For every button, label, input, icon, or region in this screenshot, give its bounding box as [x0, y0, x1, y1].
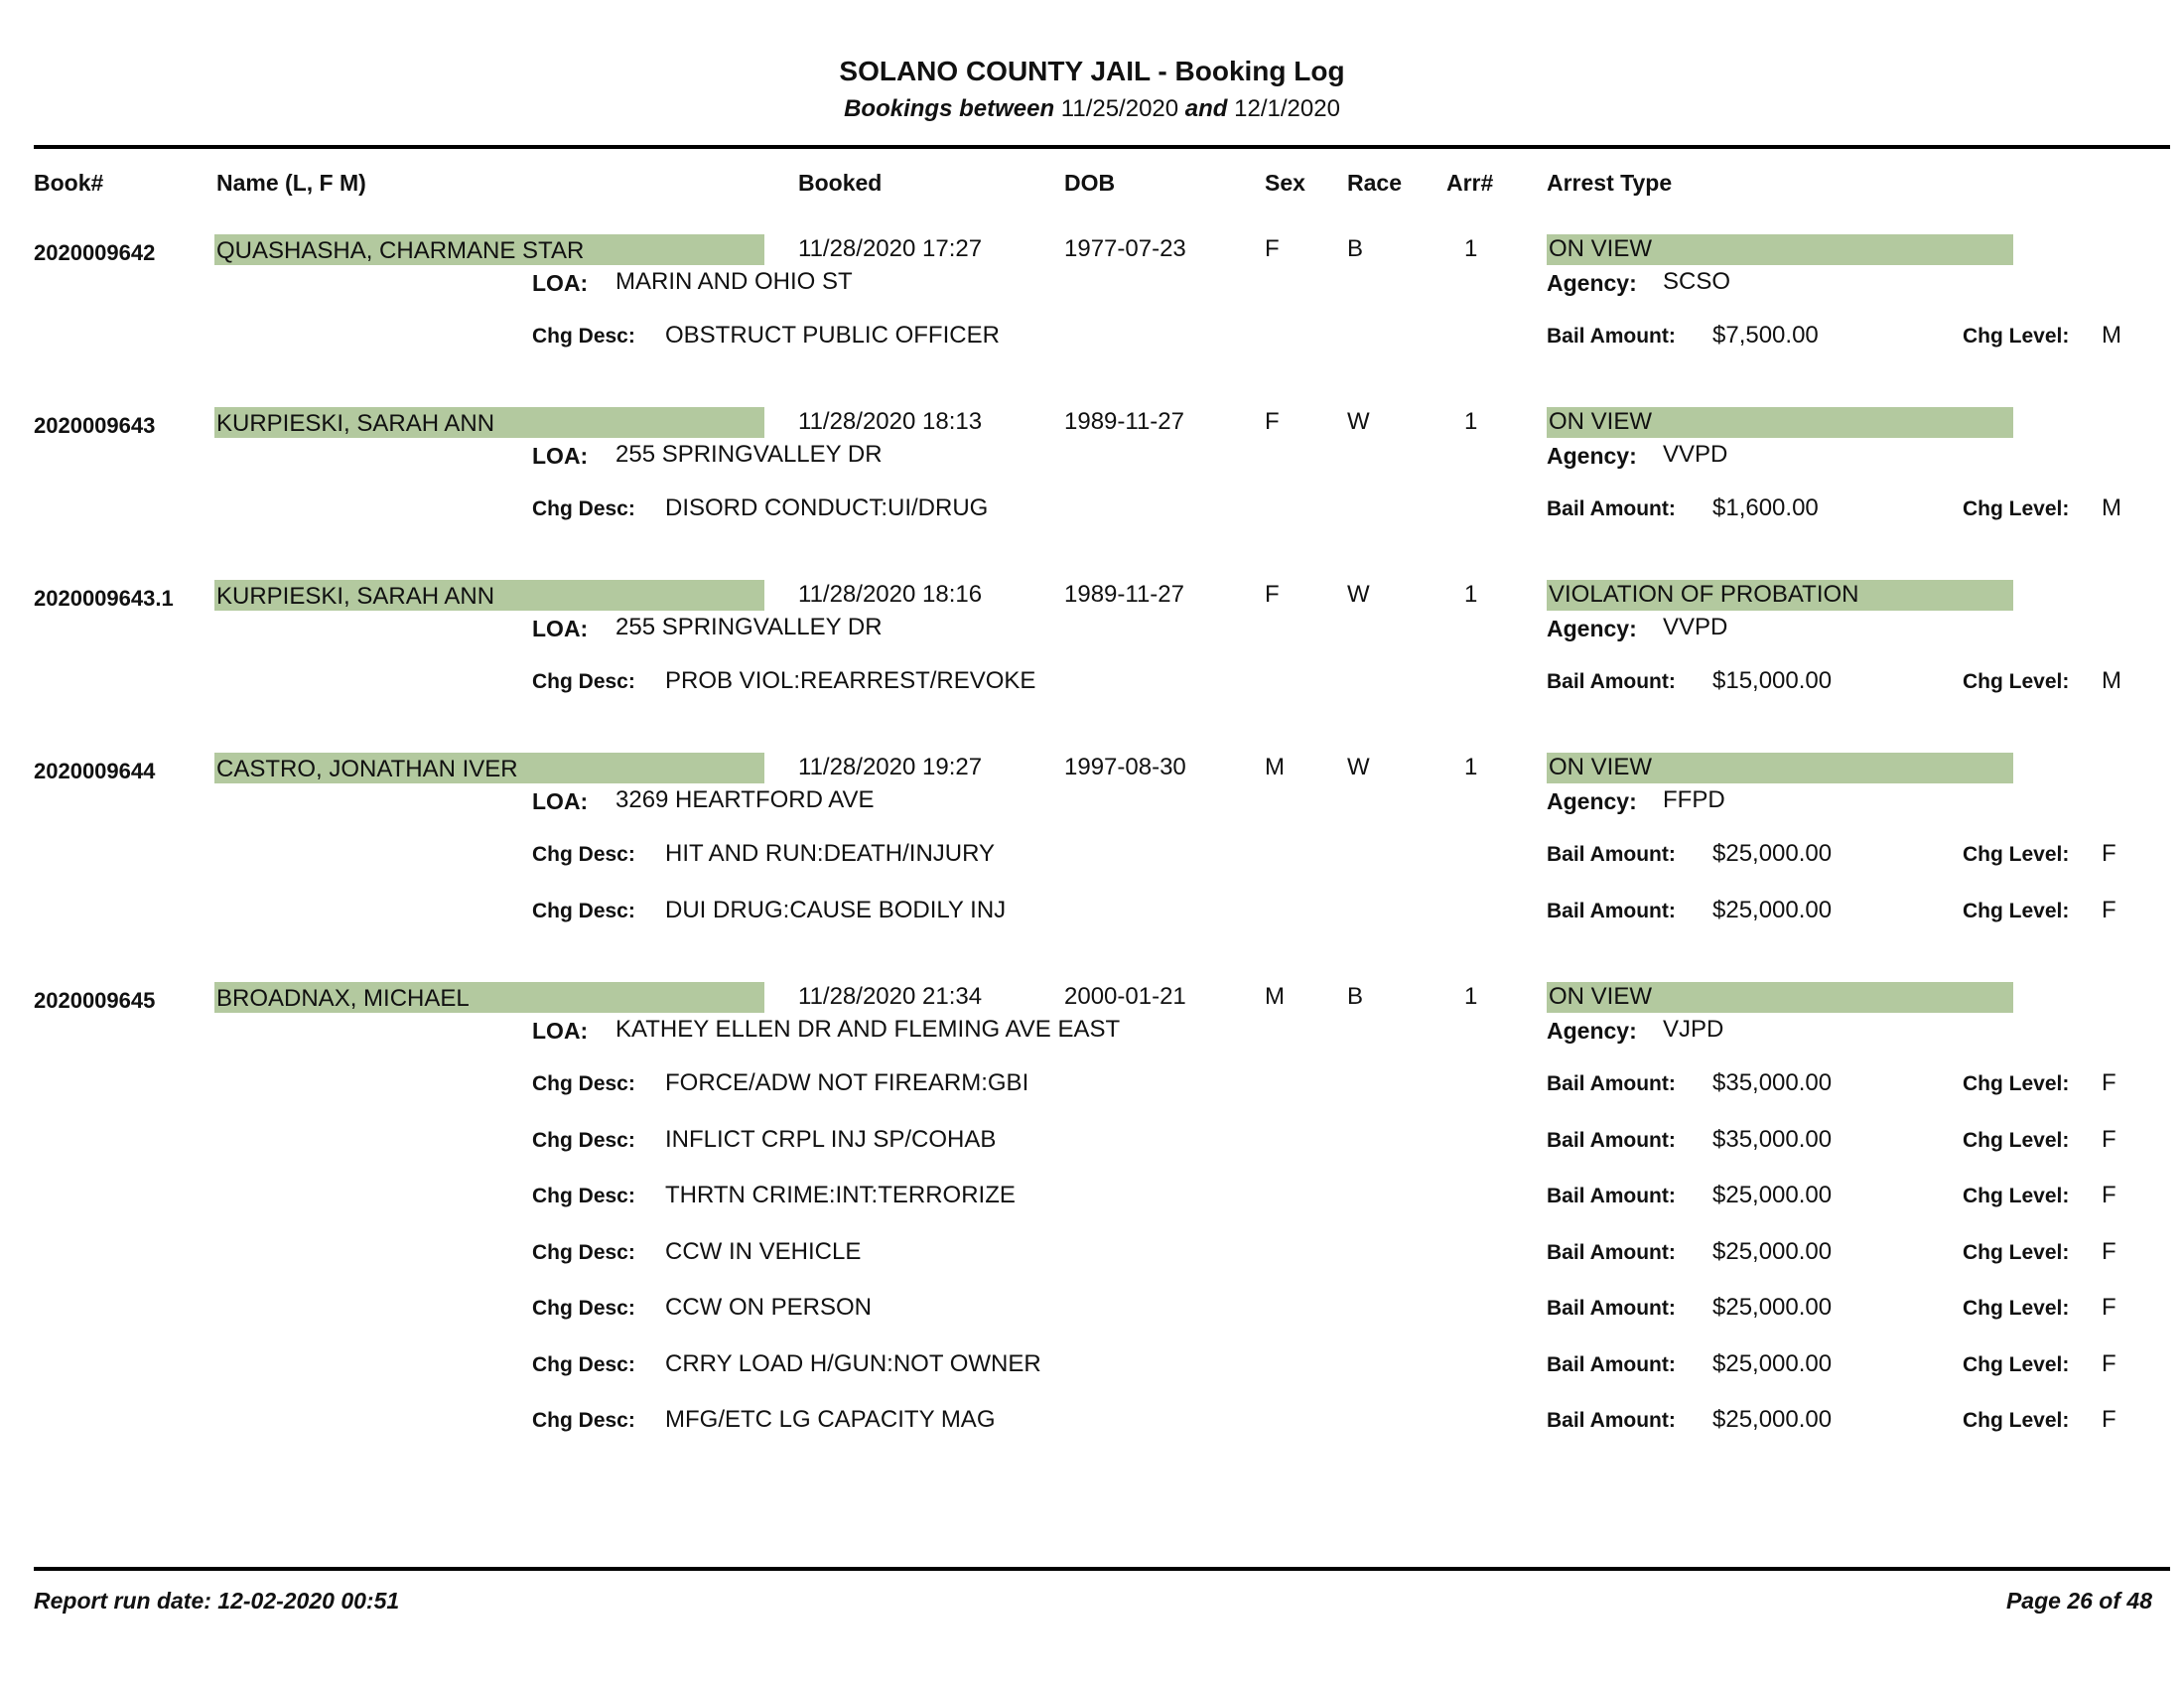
- arrest-type: ON VIEW: [1549, 408, 1653, 435]
- arrest-number: 1: [1464, 581, 1478, 608]
- chg-desc-label: Chg Desc:: [532, 1185, 635, 1207]
- report-subtitle: [0, 95, 2184, 123]
- agency-label: Agency:: [1547, 616, 1637, 641]
- col-header-sex: Sex: [1265, 170, 1305, 196]
- bail-amount-label: Bail Amount:: [1547, 670, 1676, 693]
- chg-desc-label: Chg Desc:: [532, 899, 635, 922]
- dob: 1989-11-27: [1064, 408, 1184, 435]
- bail-amount-value: $35,000.00: [1712, 1125, 1833, 1153]
- chg-level-label: Chg Level:: [1963, 497, 2070, 520]
- sex: F: [1265, 235, 1280, 262]
- book-number: 2020009643: [34, 413, 156, 438]
- bail-amount-value: $25,000.00: [1712, 1182, 1833, 1208]
- chg-desc-label: Chg Desc:: [532, 497, 635, 520]
- bail-amount-label: Bail Amount:: [1547, 1240, 1676, 1264]
- arrest-type: ON VIEW: [1549, 754, 1653, 780]
- dob: 2000-01-21: [1064, 983, 1186, 1010]
- col-header-booked: Booked: [798, 170, 883, 196]
- chg-desc-label: Chg Desc:: [532, 1128, 635, 1152]
- dob: 1989-11-27: [1064, 581, 1184, 608]
- booked-datetime: 11/28/2020 18:13: [798, 408, 983, 435]
- loa-value: KATHEY ELLEN DR AND FLEMING AVE EAST: [615, 1016, 1121, 1043]
- arrest-type: VIOLATION OF PROBATION: [1549, 581, 1859, 608]
- bail-amount-value: $25,000.00: [1712, 1294, 1833, 1321]
- agency-label: Agency:: [1547, 443, 1637, 469]
- chg-desc-label: Chg Desc:: [532, 325, 635, 348]
- arrest-number: 1: [1464, 983, 1478, 1010]
- chg-desc-value: HIT AND RUN:DEATH/INJURY: [665, 840, 996, 867]
- chg-level-value: F: [2102, 1182, 2116, 1208]
- col-header-race: Race: [1347, 170, 1402, 196]
- bail-amount-label: Bail Amount:: [1547, 497, 1676, 520]
- race: W: [1347, 408, 1370, 435]
- dob: 1997-08-30: [1064, 754, 1186, 780]
- booked-datetime: 11/28/2020 19:27: [798, 754, 983, 780]
- bail-amount-label: Bail Amount:: [1547, 1072, 1676, 1095]
- chg-level-label: Chg Level:: [1963, 843, 2070, 866]
- booked-datetime: 11/28/2020 18:16: [798, 581, 983, 608]
- agency-label: Agency:: [1547, 788, 1637, 814]
- col-header-name: Name (L, F M): [216, 170, 366, 196]
- chg-level-value: M: [2102, 667, 2121, 694]
- race: W: [1347, 754, 1370, 780]
- chg-level-value: F: [2102, 1406, 2116, 1433]
- chg-level-value: F: [2102, 1125, 2116, 1153]
- chg-desc-value: DUI DRUG:CAUSE BODILY INJ: [665, 896, 1007, 923]
- bail-amount-value: $15,000.00: [1712, 667, 1833, 694]
- chg-level-label: Chg Level:: [1963, 899, 2070, 922]
- inmate-name: QUASHASHA, CHARMANE STAR: [216, 237, 585, 264]
- chg-level-value: M: [2102, 494, 2121, 521]
- loa-label: LOA:: [532, 1018, 589, 1044]
- chg-desc-value: THRTN CRIME:INT:TERRORIZE: [665, 1182, 1016, 1208]
- subtitle-prefix: Bookings between: [844, 95, 1055, 122]
- race: W: [1347, 581, 1370, 608]
- date-from: 11/25/2020: [1060, 95, 1179, 122]
- chg-desc-value: CCW IN VEHICLE: [665, 1237, 862, 1265]
- bail-amount-value: $25,000.00: [1712, 896, 1833, 923]
- chg-level-value: F: [2102, 896, 2116, 923]
- chg-level-label: Chg Level:: [1963, 1128, 2070, 1152]
- bail-amount-label: Bail Amount:: [1547, 1128, 1676, 1152]
- footer-rule: [34, 1567, 2170, 1571]
- agency-value: SCSO: [1663, 268, 1731, 295]
- race: B: [1347, 983, 1364, 1010]
- bail-amount-value: $25,000.00: [1712, 1237, 1833, 1265]
- chg-level-label: Chg Level:: [1963, 1352, 2070, 1376]
- col-header-book: Book#: [34, 170, 104, 196]
- inmate-name: KURPIESKI, SARAH ANN: [216, 583, 495, 610]
- agency-value: VJPD: [1663, 1016, 1724, 1043]
- bail-amount-value: $7,500.00: [1712, 322, 1819, 349]
- chg-desc-value: CCW ON PERSON: [665, 1294, 873, 1321]
- col-header-dob: DOB: [1064, 170, 1116, 196]
- book-number: 2020009644: [34, 759, 156, 783]
- chg-level-label: Chg Level:: [1963, 325, 2070, 348]
- race: B: [1347, 235, 1364, 262]
- arrest-type: ON VIEW: [1549, 983, 1653, 1010]
- chg-level-label: Chg Level:: [1963, 1185, 2070, 1207]
- date-to: 12/1/2020: [1234, 95, 1340, 122]
- chg-level-value: M: [2102, 322, 2121, 349]
- chg-desc-value: FORCE/ADW NOT FIREARM:GBI: [665, 1069, 1029, 1096]
- dob: 1977-07-23: [1064, 235, 1186, 262]
- chg-desc-label: Chg Desc:: [532, 670, 635, 693]
- chg-level-value: F: [2102, 840, 2116, 867]
- bail-amount-value: $1,600.00: [1712, 494, 1819, 521]
- chg-desc-label: Chg Desc:: [532, 1297, 635, 1320]
- chg-level-value: F: [2102, 1237, 2116, 1265]
- chg-desc-value: PROB VIOL:REARREST/REVOKE: [665, 667, 1036, 694]
- bail-amount-value: $25,000.00: [1712, 840, 1833, 867]
- booked-datetime: 11/28/2020 21:34: [798, 983, 983, 1010]
- chg-desc-value: INFLICT CRPL INJ SP/COHAB: [665, 1125, 997, 1153]
- bail-amount-label: Bail Amount:: [1547, 843, 1676, 866]
- chg-desc-label: Chg Desc:: [532, 843, 635, 866]
- chg-desc-label: Chg Desc:: [532, 1072, 635, 1095]
- agency-label: Agency:: [1547, 1018, 1637, 1044]
- chg-desc-label: Chg Desc:: [532, 1240, 635, 1264]
- loa-value: 255 SPRINGVALLEY DR: [615, 614, 883, 640]
- chg-desc-label: Chg Desc:: [532, 1352, 635, 1376]
- sex: M: [1265, 754, 1285, 780]
- chg-desc-label: Chg Desc:: [532, 1409, 635, 1432]
- report-title: SOLANO COUNTY JAIL - Booking Log: [839, 56, 1345, 86]
- header-rule: [34, 145, 2170, 149]
- chg-desc-value: MFG/ETC LG CAPACITY MAG: [665, 1406, 996, 1433]
- report-run-date: Report run date: 12-02-2020 00:51: [34, 1588, 400, 1614]
- book-number: 2020009642: [34, 240, 156, 265]
- sex: M: [1265, 983, 1285, 1010]
- col-header-arrest-type: Arrest Type: [1547, 170, 1673, 196]
- chg-level-value: F: [2102, 1349, 2116, 1377]
- loa-label: LOA:: [532, 616, 589, 641]
- agency-value: VVPD: [1663, 441, 1728, 468]
- book-number: 2020009643.1: [34, 586, 174, 611]
- loa-label: LOA:: [532, 443, 589, 469]
- bail-amount-label: Bail Amount:: [1547, 325, 1676, 348]
- bail-amount-label: Bail Amount:: [1547, 1352, 1676, 1376]
- bail-amount-value: $25,000.00: [1712, 1349, 1833, 1377]
- loa-value: 255 SPRINGVALLEY DR: [615, 441, 883, 468]
- bail-amount-value: $25,000.00: [1712, 1406, 1833, 1433]
- bail-amount-value: $35,000.00: [1712, 1069, 1833, 1096]
- loa-label: LOA:: [532, 788, 589, 814]
- page-number: Page 26 of 48: [2005, 1588, 2152, 1614]
- bail-amount-label: Bail Amount:: [1547, 1185, 1676, 1207]
- loa-value: MARIN AND OHIO ST: [615, 268, 853, 295]
- chg-desc-value: CRRY LOAD H/GUN:NOT OWNER: [665, 1349, 1041, 1377]
- agency-label: Agency:: [1547, 270, 1637, 296]
- sex: F: [1265, 408, 1280, 435]
- sex: F: [1265, 581, 1280, 608]
- arrest-number: 1: [1464, 408, 1478, 435]
- bail-amount-label: Bail Amount:: [1547, 1297, 1676, 1320]
- bail-amount-label: Bail Amount:: [1547, 1409, 1676, 1432]
- chg-level-value: F: [2102, 1069, 2116, 1096]
- inmate-name: CASTRO, JONATHAN IVER: [216, 756, 518, 782]
- inmate-name: KURPIESKI, SARAH ANN: [216, 410, 495, 437]
- col-header-arr: Arr#: [1446, 170, 1494, 196]
- booked-datetime: 11/28/2020 17:27: [798, 235, 983, 262]
- subtitle-and: and: [1184, 95, 1228, 122]
- bail-amount-label: Bail Amount:: [1547, 899, 1676, 922]
- chg-level-value: F: [2102, 1294, 2116, 1321]
- chg-desc-value: DISORD CONDUCT:UI/DRUG: [665, 494, 989, 521]
- agency-value: VVPD: [1663, 614, 1728, 640]
- chg-level-label: Chg Level:: [1963, 1409, 2070, 1432]
- chg-level-label: Chg Level:: [1963, 1072, 2070, 1095]
- book-number: 2020009645: [34, 988, 156, 1013]
- loa-label: LOA:: [532, 270, 589, 296]
- chg-level-label: Chg Level:: [1963, 1297, 2070, 1320]
- chg-level-label: Chg Level:: [1963, 1240, 2070, 1264]
- chg-desc-value: OBSTRUCT PUBLIC OFFICER: [665, 322, 1000, 349]
- arrest-number: 1: [1464, 235, 1478, 262]
- arrest-type: ON VIEW: [1549, 235, 1653, 262]
- inmate-name: BROADNAX, MICHAEL: [216, 985, 470, 1012]
- chg-level-label: Chg Level:: [1963, 670, 2070, 693]
- agency-value: FFPD: [1663, 786, 1725, 813]
- loa-value: 3269 HEARTFORD AVE: [615, 786, 875, 813]
- arrest-number: 1: [1464, 754, 1478, 780]
